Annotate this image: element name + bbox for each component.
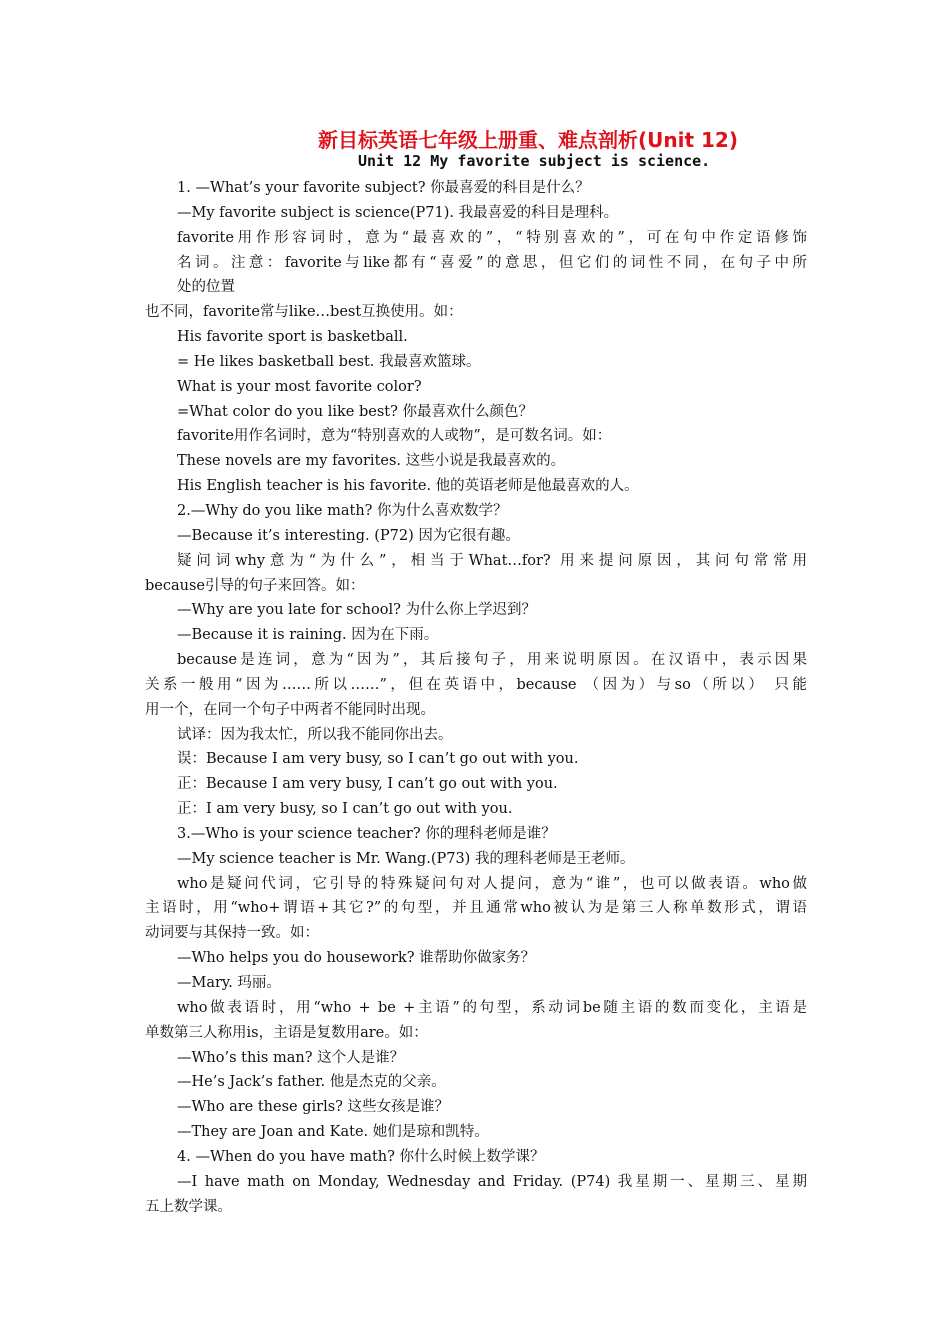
text-line: favorite用作形容词时，意为“最喜欢的”，“特别喜欢的”，可在句中作定语修饰 [177,229,807,246]
text-line: 1. —What’s your favorite subject? 你最喜爱的科目是什么？ [177,180,590,196]
text-line: who做表语时，用“who + be +主语”的句型，系动词be随主语的数而变化，主语是 [177,999,807,1016]
text-line: 处的位置 [177,279,235,296]
text-line: —He’s Jack’s father. 他是杰克的父亲。 [177,1074,446,1091]
text-line: —Who’s this man? 这个人是谁？ [177,1049,405,1066]
text-line: What is your most favorite color? [177,378,422,395]
text-line: 主语时，用“who+谓语+其它?”的句型，并且通常who被认为是第三人称单数形式，谓语 [145,900,807,917]
text-line: —I have math on Monday, Wednesday and Friday. (P74) 我星期一、星期三、星期 [177,1173,807,1190]
text-line: 也不同，favorite常与like…best互换使用。如： [145,304,463,321]
text-line: —Why are you late for school? 为什么你上学迟到？ [177,602,536,619]
text-line: These novels are my favorites. 这些小说是我最喜欢的。 [177,453,566,470]
text-line: —Because it’s interesting. (P72) 因为它很有趣。 [177,527,520,544]
text-line: His English teacher is his favorite. 他的英语老师是他最喜欢的人。 [177,478,639,495]
text-line: 动词要与其保持一致。如： [145,925,319,942]
text-line: —My favorite subject is science(P71). 我最喜爱的科目是理科。 [177,204,619,221]
document-body [145,176,807,1219]
page-subtitle: Unit 12 My favorite subject is science. [358,152,711,170]
text-line: —Who helps you do housework? 谁帮助你做家务？ [177,950,536,967]
text-line: 误：Because I am very busy, so I can’t go out with you. [177,751,579,768]
text-line: favorite用作名词时，意为“特别喜欢的人或物”，是可数名词。如： [177,428,612,445]
text-line: because是连词，意为“因为”，其后接句子，用来说明原因。在汉语中，表示因果 [177,652,807,669]
text-line: His favorite sport is basketball. [177,329,408,346]
page-title: 新目标英语七年级上册重、难点剖析(Unit 12) [318,128,738,152]
text-line: = He likes basketball best. 我最喜欢篮球。 [177,353,481,370]
text-line: 正：Because I am very busy, I can’t go out with you. [177,776,558,793]
text-line: 名词。注意：favorite与like都有“喜爱”的意思，但它们的词性不同，在句子中所 [177,254,807,271]
text-line: 3.—Who is your science teacher? 你的理科老师是谁？ [177,825,556,842]
text-line: 2.—Why do you like math? 你为什么喜欢数学？ [177,502,508,519]
text-line: =What color do you like best? 你最喜欢什么颜色？ [177,403,533,420]
text-line: 单数第三人称用is，主语是复数用are。如： [145,1024,428,1041]
text-line: 正：I am very busy, so I can’t go out with you. [177,801,513,818]
text-line: —They are Joan and Kate. 她们是琼和凯特。 [177,1124,489,1141]
text-line: who是疑问代词，它引导的特殊疑问句对人提问，意为“谁”，也可以做表语。who做 [177,875,807,892]
text-line: —My science teacher is Mr. Wang.(P73) 我的理科老师是王老师。 [177,850,635,867]
text-line: 4. —When do you have math? 你什么时候上数学课？ [177,1148,545,1165]
text-line: 疑问词why意为“为什么”，相当于What…for? 用来提问原因，其问句常常用 [177,552,807,569]
text-line: 试译：因为我太忙，所以我不能同你出去。 [177,726,453,743]
text-line: —Mary. 玛丽。 [177,975,281,991]
text-line: —Who are these girls? 这些女孩是谁？ [177,1099,450,1116]
text-line: 关系一般用“因为……所以……”，但在英语中，because （因为）与so（所以） 只能 [145,676,807,693]
text-line: 用一个，在同一个句子中两者不能同时出现。 [145,701,435,718]
text-line: —Because it is raining. 因为在下雨。 [177,627,439,644]
text-line: 五上数学课。 [145,1198,232,1215]
text-line: because引导的句子来回答。如： [145,577,365,594]
